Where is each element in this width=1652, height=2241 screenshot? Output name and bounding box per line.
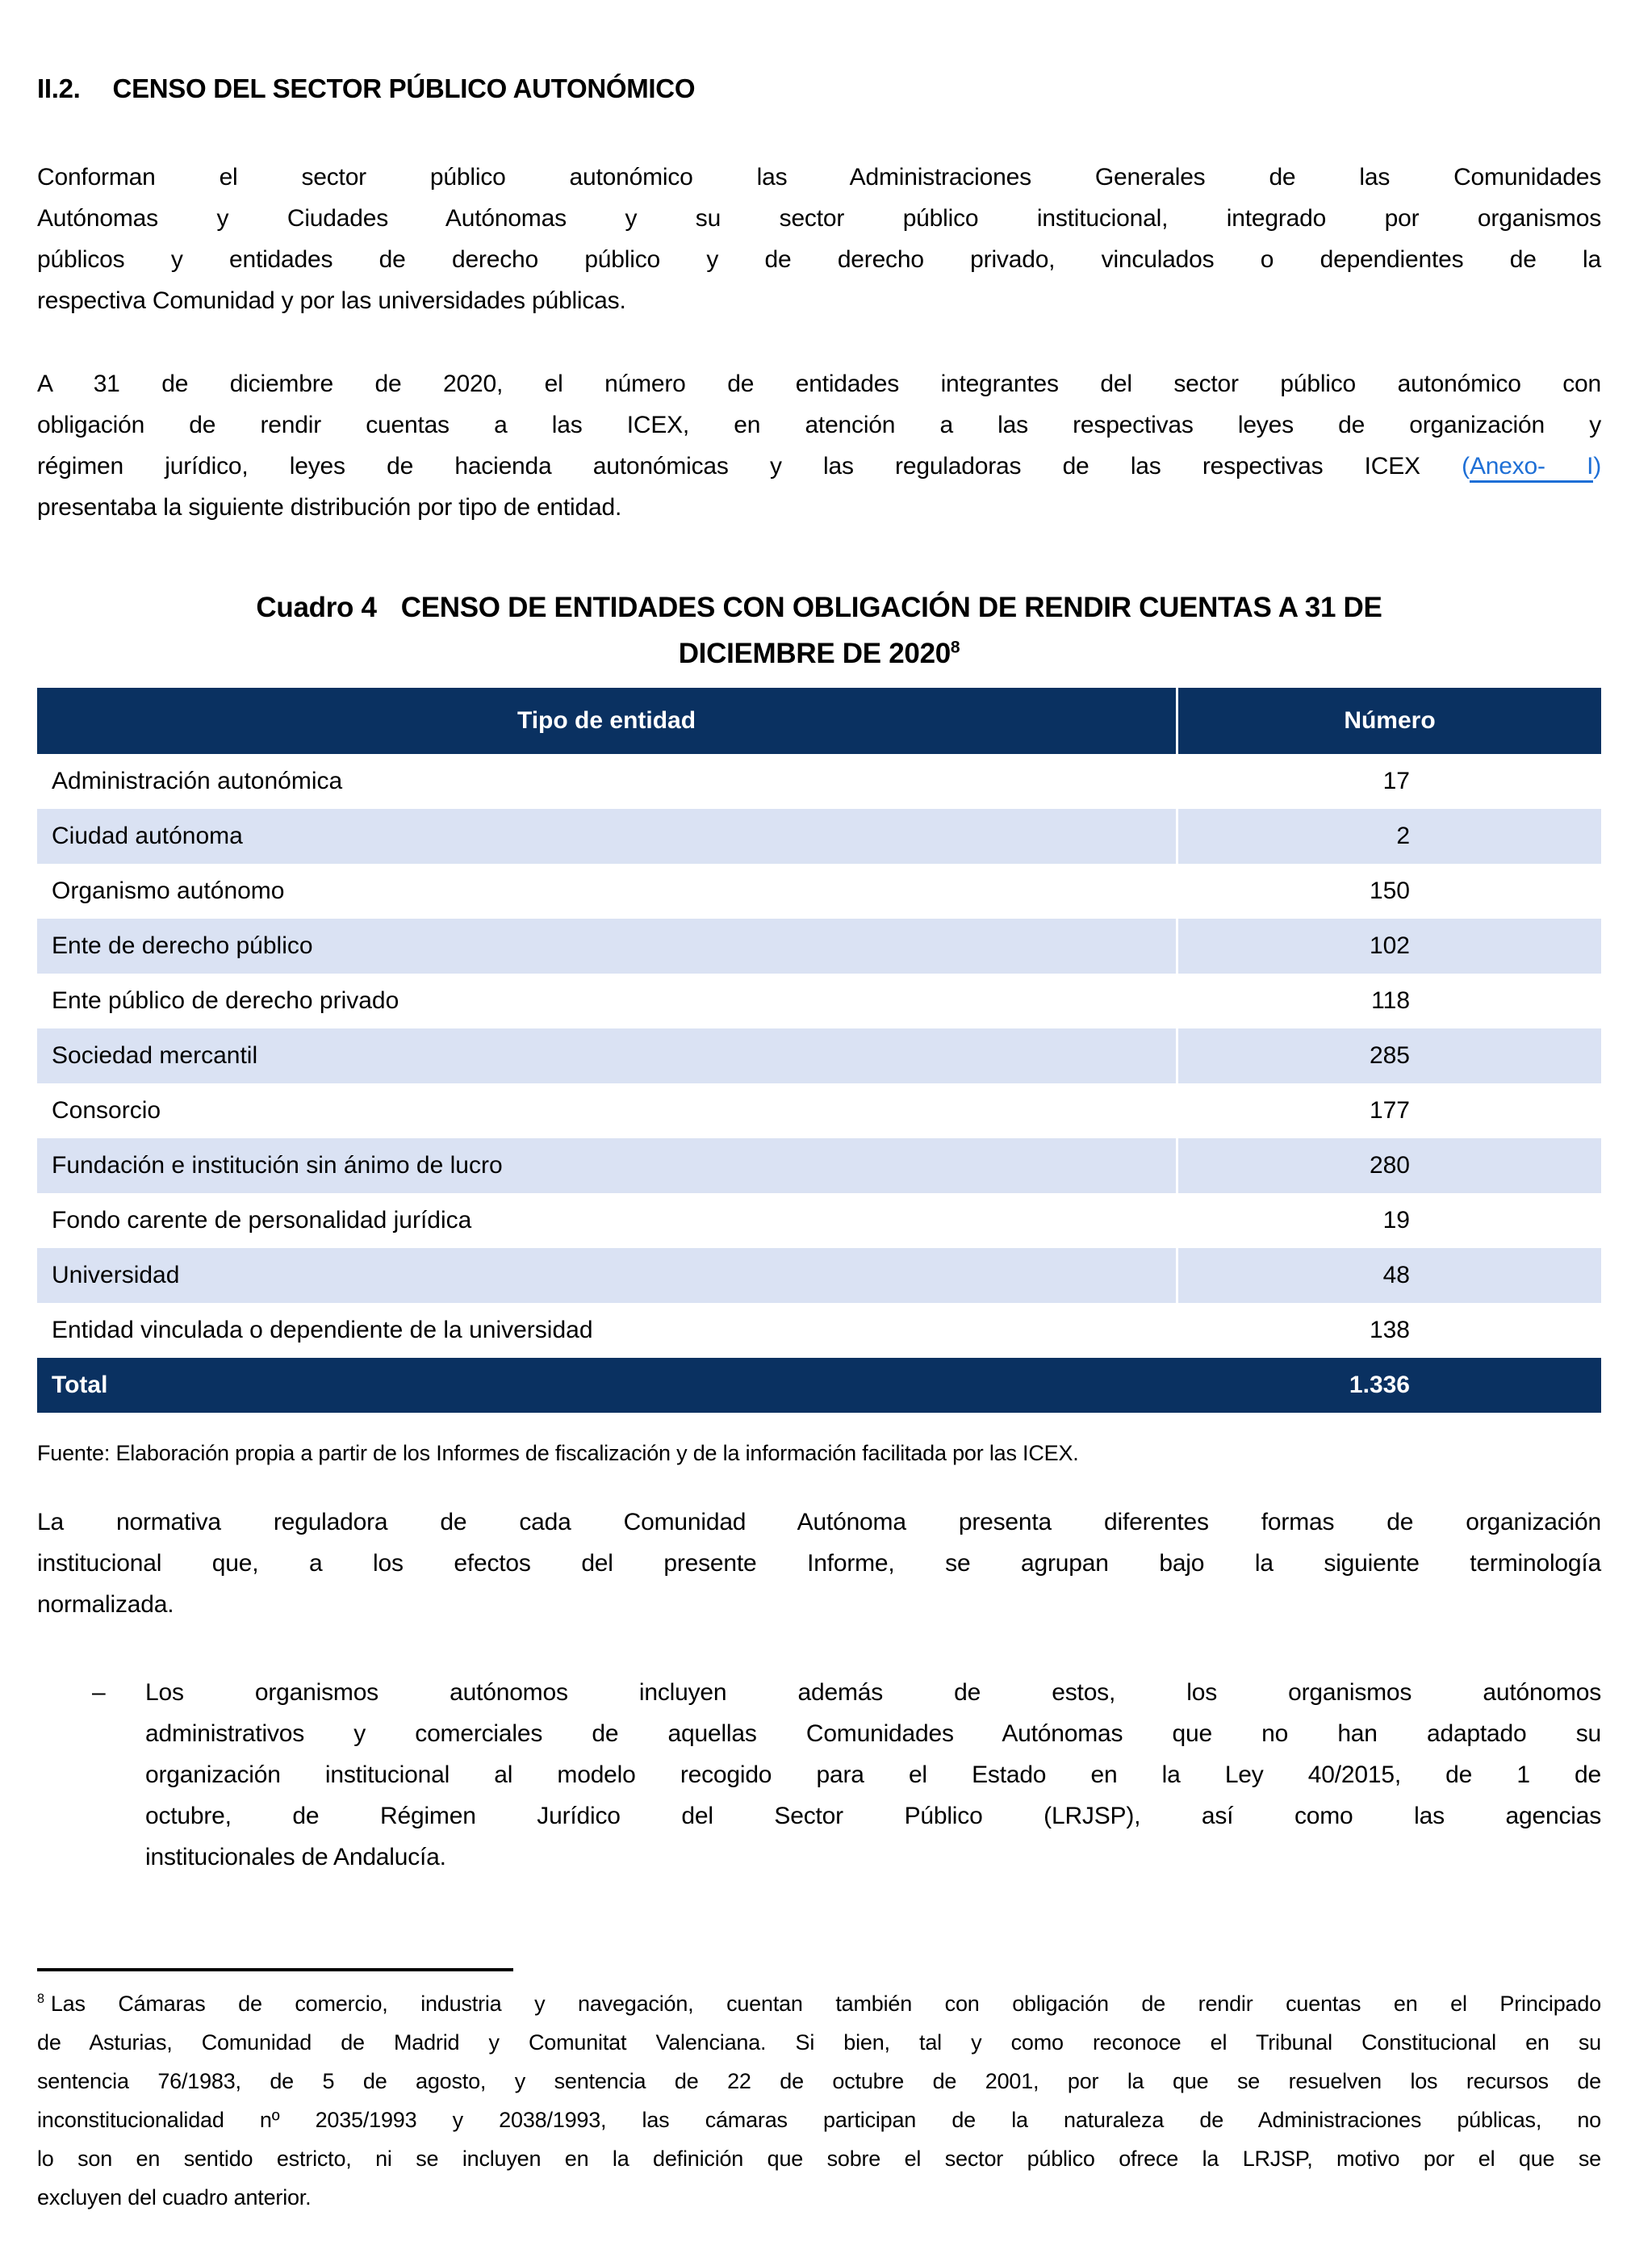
footnote-last-line: excluyen del cuadro anterior. <box>37 2185 312 2210</box>
paragraph-2-lines <box>37 363 1601 446</box>
text-line: respectiva Comunidad y por las universidades públicas. <box>37 287 626 314</box>
footnote-mid-lines <box>37 2023 1601 2178</box>
column-header-tipo: Tipo de entidad <box>37 688 1178 754</box>
table-row <box>37 864 1601 919</box>
total-value: 1.336 <box>1349 1372 1410 1398</box>
row-value: 285 <box>1369 1042 1410 1069</box>
row-label: Organismo autónomo <box>37 864 1178 919</box>
text-line: administrativos y comerciales de aquellas Comunidades Autónomas que no han adaptado su <box>145 1720 1601 1747</box>
bullet-dash: – <box>92 1679 106 1706</box>
anexo-link-open-paren: ( <box>1462 453 1470 480</box>
table-caption-text: CENSO DE ENTIDADES CON OBLIGACIÓN DE RENDIR CUENTAS A 31 DE <box>400 592 1382 623</box>
section-number: II.2. <box>37 73 81 103</box>
section-title: CENSO DEL SECTOR PÚBLICO AUTONÓMICO <box>112 73 696 103</box>
row-label: Consorcio <box>37 1083 1178 1138</box>
text-line: Conforman el sector público autonómico las Administraciones Generales de las Comunidades <box>37 164 1601 191</box>
table-row <box>37 754 1601 809</box>
column-header-numero: Número <box>1344 707 1436 734</box>
table-row <box>37 919 1601 974</box>
bullet-item <box>37 1672 1601 1878</box>
bullet-text <box>145 1672 1601 1878</box>
text-line: lo son en sentido estricto, ni se incluyen en la definición que sobre el sector público ofrece la LRJSP, motivo por el que se <box>37 2147 1601 2171</box>
text-line <box>37 446 1601 487</box>
row-value: 280 <box>1369 1152 1410 1179</box>
row-value: 138 <box>1369 1317 1410 1343</box>
row-label: Fundación e institución sin ánimo de lucro <box>37 1138 1178 1193</box>
table-total-row <box>37 1358 1601 1413</box>
paragraph-2-line3-text: régimen jurídico, leyes de hacienda autonómicas y las reguladoras de las respectivas ICEX <box>37 453 1462 480</box>
source-note: Fuente: Elaboración propia a partir de los Informes de fiscalización y de la información facilitada por las ICEX. <box>37 1441 1079 1465</box>
text-line: públicos y entidades de derecho público y de derecho privado, vinculados o dependientes de la <box>37 246 1601 273</box>
text-line: La normativa reguladora de cada Comunidad Autónoma presenta diferentes formas de organización <box>37 1509 1601 1535</box>
paragraph-1 <box>37 157 1601 321</box>
text-line: institucionales de Andalucía. <box>145 1844 446 1870</box>
row-value: 150 <box>1369 878 1410 904</box>
footnote <box>37 1984 1601 2217</box>
row-label: Universidad <box>37 1248 1178 1303</box>
table-caption-line1 <box>37 584 1601 630</box>
text-line: Los organismos autónomos incluyen además de estos, los organismos autónomos <box>145 1679 1601 1706</box>
text-line: octubre, de Régimen Jurídico del Sector Público (LRJSP), así como las agencias <box>145 1803 1601 1829</box>
table-row <box>37 1138 1601 1193</box>
text-line: Autónomas y Ciudades Autónomas y su sector público institucional, integrado por organismos <box>37 205 1601 232</box>
table-caption <box>37 584 1601 676</box>
text-line: sentencia 76/1983, de 5 de agosto, y sentencia de 22 de octubre de 2001, por la que se resuelven los recursos de <box>37 2069 1601 2093</box>
table-row <box>37 809 1601 864</box>
row-label: Ente público de derecho privado <box>37 974 1178 1028</box>
table-row <box>37 1083 1601 1138</box>
section-heading <box>37 71 1601 107</box>
row-label: Fondo carente de personalidad jurídica <box>37 1193 1178 1248</box>
footnote-ref-marker: 8 <box>950 638 960 657</box>
footnote-line1-text: Las Cámaras de comercio, industria y navegación, cuentan también con obligación de rendir cuentas en el Principado <box>50 1992 1601 2016</box>
table-header-row <box>37 688 1601 754</box>
text-line: inconstitucionalidad nº 2035/1993 y 2038/1993, las cámaras participan de la naturaleza de Administraciones públicas, no <box>37 2108 1601 2132</box>
row-label: Ente de derecho público <box>37 919 1178 974</box>
footnote-ref: 8 <box>37 1992 44 2006</box>
table-row <box>37 1028 1601 1083</box>
row-value: 2 <box>1396 823 1410 849</box>
row-value: 177 <box>1369 1097 1410 1124</box>
total-label: Total <box>52 1372 108 1398</box>
paragraph-3 <box>37 1502 1601 1625</box>
row-label: Entidad vinculada o dependiente de la universidad <box>37 1303 1178 1358</box>
table-row <box>37 1193 1601 1248</box>
text-line: presentaba la siguiente distribución por tipo de entidad. <box>37 494 622 521</box>
anexo-link[interactable] <box>1462 453 1601 483</box>
row-label: Administración autonómica <box>37 754 1178 809</box>
footnote-line <box>37 1984 1601 2023</box>
row-value: 19 <box>1382 1207 1410 1234</box>
table-caption-label: Cuadro 4 <box>256 592 377 623</box>
row-value: 48 <box>1382 1262 1410 1288</box>
text-line: obligación de rendir cuentas a las ICEX, en atención a las respectivas leyes de organización y <box>37 412 1601 438</box>
text-line: de Asturias, Comunidad de Madrid y Comunitat Valenciana. Si bien, tal y como reconoce el Tribunal Constitucional en su <box>37 2030 1601 2055</box>
table-caption-text2: DICIEMBRE DE 2020 <box>678 638 951 669</box>
anexo-link-close-paren: ) <box>1593 453 1601 480</box>
table-caption-line2 <box>37 630 1601 676</box>
footnote-separator <box>37 1968 513 1971</box>
row-value: 17 <box>1382 768 1410 794</box>
row-value: 118 <box>1371 987 1410 1014</box>
text-line: normalizada. <box>37 1591 174 1618</box>
table-body <box>37 754 1601 1358</box>
row-label: Sociedad mercantil <box>37 1028 1178 1083</box>
table-row <box>37 1303 1601 1358</box>
census-table <box>37 688 1601 1413</box>
paragraph-2 <box>37 363 1601 528</box>
text-line: A 31 de diciembre de 2020, el número de entidades integrantes del sector público autonómico con <box>37 371 1601 397</box>
row-label: Ciudad autónoma <box>37 809 1178 864</box>
text-line: organización institucional al modelo recogido para el Estado en la Ley 40/2015, de 1 de <box>145 1761 1601 1788</box>
row-value: 102 <box>1369 932 1410 959</box>
anexo-link-label: Anexo- I <box>1470 453 1593 483</box>
table-row <box>37 1248 1601 1303</box>
table-row <box>37 974 1601 1028</box>
text-line: institucional que, a los efectos del presente Informe, se agrupan bajo la siguiente terminología <box>37 1550 1601 1577</box>
